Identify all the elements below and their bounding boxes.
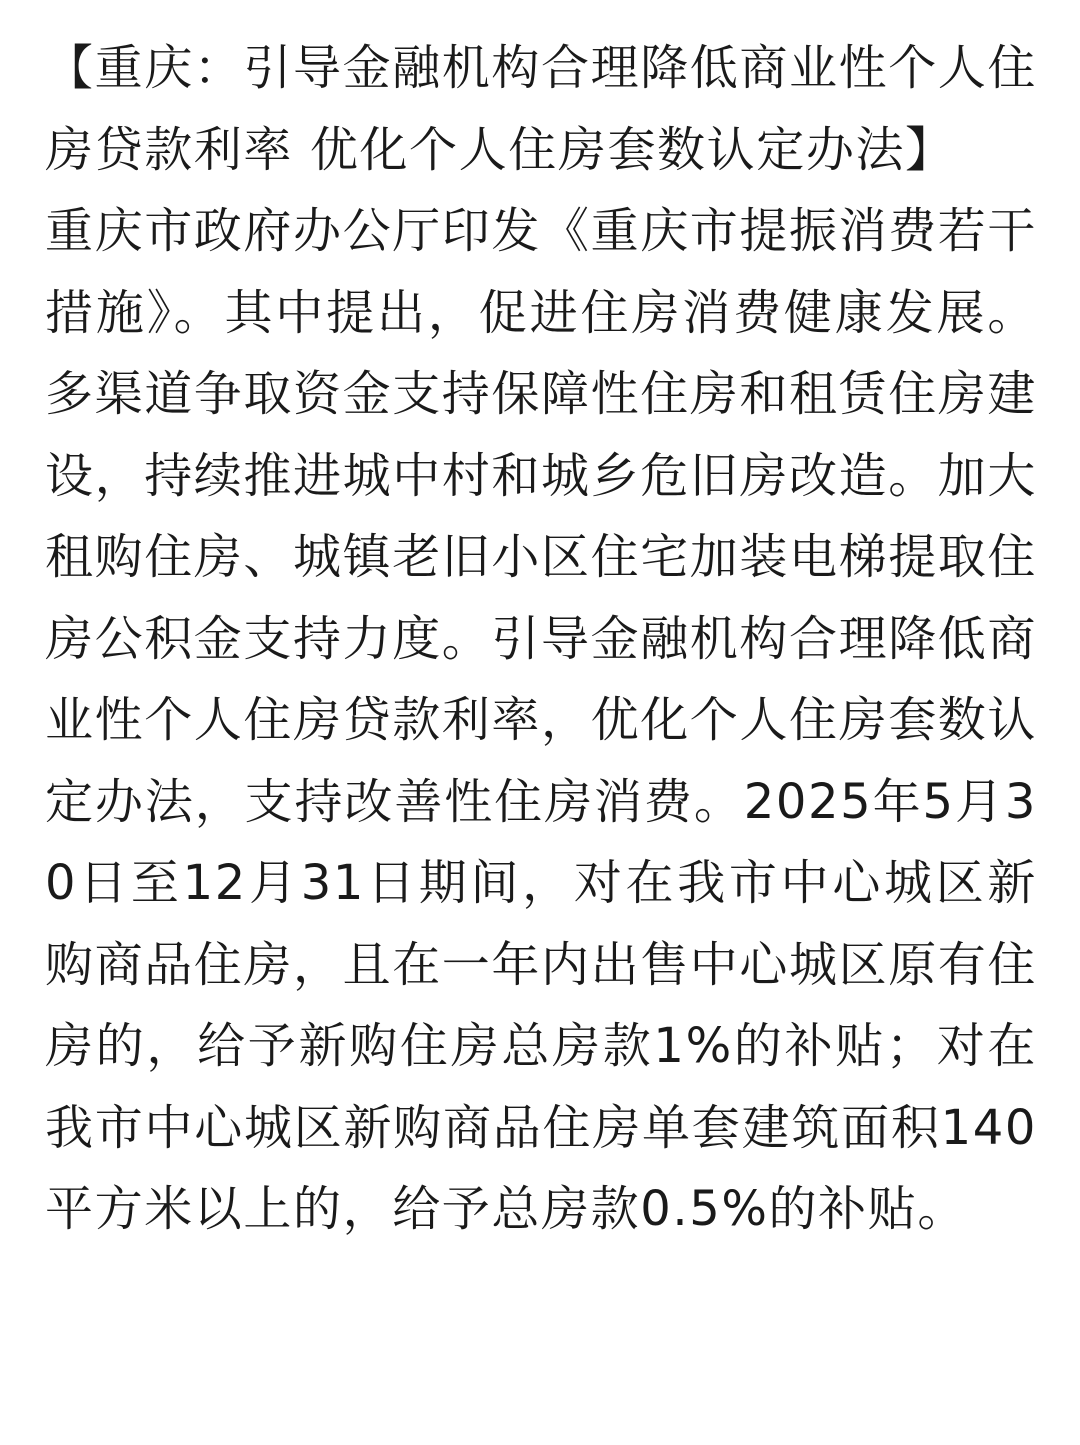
news-article (45, 28, 1037, 1251)
article-body: 重庆市政府办公厅印发《重庆市提振消费若干措施》。其中提出，促进住房消费健康发展。多渠道争取资金支持保障性住房和租赁住房建设，持续推进城中村和城乡危旧房改造。加大租购住房、城镇老旧小区住宅加装电梯提取住房公积金支持力度。引导金融机构合理降低商业性个人住房贷款利率，优化个人住房套数认定办法，支持改善性住房消费。2025年5月30日至12月31日期间，对在我市中心城区新购商品住房，且在一年内出售中心城区原有住房的，给予新购住房总房款1%的补贴；对在我市中心城区新购商品住房单套建筑面积140平方米以上的，给予总房款0.5%的补贴。 (45, 203, 1038, 1237)
article-headline: 【重庆：引导金融机构合理降低商业性个人住房贷款利率 优化个人住房套数认定办法】 (45, 40, 1038, 178)
